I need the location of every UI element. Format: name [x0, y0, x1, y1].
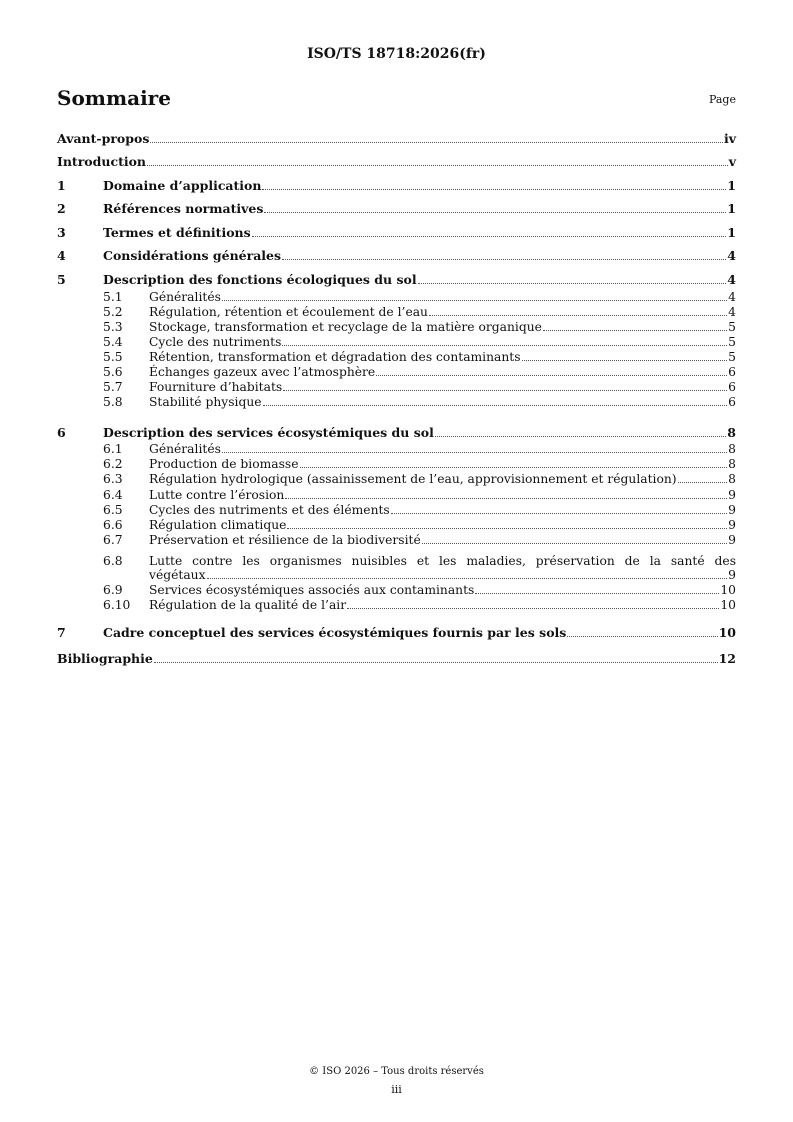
toc-entry-number: 6.9 — [103, 583, 123, 597]
toc-entry-page: 12 — [718, 651, 736, 666]
toc-entry-number: 5.6 — [103, 365, 123, 379]
toc-entry[interactable] — [57, 395, 736, 409]
leader-dots — [252, 235, 727, 237]
leader-dots — [429, 314, 727, 316]
toc-entry[interactable] — [57, 598, 736, 612]
toc-entry-number: 5.1 — [103, 290, 123, 304]
toc-entry-label: Régulation climatique — [149, 518, 287, 532]
toc-entry-page: 9 — [728, 488, 736, 502]
toc-entry-page: 5 — [728, 335, 736, 349]
toc-entry-number: 7 — [57, 625, 66, 640]
toc-entry[interactable] — [57, 625, 736, 640]
toc-entry-label: Généralités — [149, 290, 221, 304]
toc-entry-page: 9 — [728, 568, 736, 582]
toc-entry[interactable] — [57, 290, 736, 304]
toc-entry-number: 6.6 — [103, 518, 123, 532]
toc-entry-number: 6 — [57, 425, 66, 440]
toc-entry-page: v — [728, 154, 736, 169]
toc-entry-page: 6 — [728, 395, 736, 409]
toc-entry[interactable] — [57, 320, 736, 334]
toc-entry[interactable] — [57, 533, 736, 547]
toc-entry[interactable] — [57, 335, 736, 349]
toc-entry-page: 1 — [727, 225, 736, 240]
title-row — [57, 86, 736, 112]
leader-dots — [422, 542, 727, 544]
toc-entry-label: Cycles des nutriments et des éléments — [149, 503, 390, 517]
toc-entry[interactable] — [57, 554, 736, 582]
toc-entry-number: 6.7 — [103, 533, 123, 547]
toc-entry-label: Bibliographie — [57, 651, 153, 666]
toc-entry-page: 6 — [728, 380, 736, 394]
toc-entry[interactable] — [57, 457, 736, 471]
toc-entry[interactable] — [57, 583, 736, 597]
toc-entry-label: Cycle des nutriments — [149, 335, 282, 349]
toc-entry-label: Régulation hydrologique (assainissement de l’eau, approvisionnement et régulation) — [149, 472, 677, 486]
toc-entry-label: Services écosystémiques associés aux contaminants — [149, 583, 475, 597]
leader-dots — [154, 661, 718, 663]
toc-entry-number: 6.10 — [103, 598, 131, 612]
leader-dots — [147, 164, 728, 166]
toc-entry-label: Domaine d’application — [103, 178, 262, 193]
toc-entry-number: 6.4 — [103, 488, 123, 502]
leader-dots — [376, 374, 727, 376]
leader-dots — [347, 607, 719, 609]
leader-dots — [207, 577, 728, 579]
page-title: Sommaire — [57, 86, 171, 110]
toc-entry-page: 8 — [727, 425, 736, 440]
toc-entry-page: 4 — [728, 290, 736, 304]
toc-entry-label: Fourniture d’habitats — [149, 380, 283, 394]
leader-dots — [283, 389, 727, 391]
toc-entry-label: Régulation de la qualité de l’air — [149, 598, 347, 612]
toc-entry-label: Production de biomasse — [149, 457, 299, 471]
copyright-notice: © ISO 2026 – Tous droits réservés — [309, 1066, 484, 1077]
toc-entry-label: Introduction — [57, 154, 147, 169]
toc-entry-number: 5.7 — [103, 380, 123, 394]
toc-entry-page: 9 — [728, 533, 736, 547]
toc-entry[interactable] — [57, 131, 736, 146]
toc-entry[interactable] — [57, 503, 736, 517]
toc-entry-page: 8 — [728, 472, 736, 486]
toc-entry[interactable] — [57, 305, 736, 319]
toc-entry[interactable] — [57, 651, 736, 666]
leader-dots — [287, 527, 727, 529]
toc-entry-number: 5 — [57, 272, 66, 287]
toc-entry[interactable] — [57, 365, 736, 379]
leader-dots — [282, 344, 727, 346]
toc-entry-label: Avant-propos — [57, 131, 150, 146]
toc-entry[interactable] — [57, 472, 736, 486]
toc-entry-number: 5.3 — [103, 320, 123, 334]
toc-entry-page: 4 — [727, 272, 736, 287]
toc-entry-label: Échanges gazeux avec l’atmosphère — [149, 365, 376, 379]
toc-entry-label: Stabilité physique — [149, 395, 262, 409]
toc-entry-label: Description des fonctions écologiques du sol — [103, 272, 417, 287]
toc-entry[interactable] — [57, 178, 736, 193]
toc-entry-label: Description des services écosystémiques du sol — [103, 425, 434, 440]
toc-entry-page: 5 — [728, 350, 736, 364]
leader-dots — [435, 435, 726, 437]
toc-entry-number: 6.1 — [103, 442, 123, 456]
toc-entry-number: 5.4 — [103, 335, 123, 349]
toc-entry-label: Références normatives — [103, 201, 264, 216]
toc-entry-label: Termes et définitions — [103, 225, 251, 240]
toc-entry-page: 9 — [728, 518, 736, 532]
toc-entry-number: 1 — [57, 178, 66, 193]
toc-entry-label: Considérations générales — [103, 248, 282, 263]
leader-dots — [678, 481, 728, 483]
toc-entry[interactable] — [57, 350, 736, 364]
toc-entry-number: 6.2 — [103, 457, 123, 471]
leader-dots — [263, 404, 728, 406]
leader-dots — [391, 512, 727, 514]
leader-dots — [282, 258, 726, 260]
leader-dots — [475, 592, 719, 594]
toc-entry-page: 1 — [727, 178, 736, 193]
toc-entry-number: 6.3 — [103, 472, 123, 486]
toc-entry-number: 2 — [57, 201, 66, 216]
leader-dots — [262, 188, 726, 190]
toc-entry[interactable] — [57, 425, 736, 440]
toc-entry-page: 5 — [728, 320, 736, 334]
toc-entry-label: Rétention, transformation et dégradation des contaminants — [149, 350, 521, 364]
toc-entry-page: 9 — [728, 503, 736, 517]
leader-dots — [522, 359, 728, 361]
toc-entry-page: 1 — [727, 201, 736, 216]
toc-entry-label: Lutte contre les organismes nuisibles et les maladies, préservation de la santé des — [149, 554, 736, 568]
toc-entry-label: Lutte contre l’érosion — [149, 488, 285, 502]
toc-entry-page: 4 — [727, 248, 736, 263]
toc-entry[interactable] — [57, 488, 736, 502]
toc-entry-number: 5.8 — [103, 395, 123, 409]
leader-dots — [567, 635, 717, 637]
document-header: ISO/TS 18718:2026(fr) — [307, 46, 486, 62]
toc-entry[interactable] — [57, 272, 736, 287]
toc-entry[interactable] — [57, 225, 736, 240]
page-number: iii — [391, 1083, 402, 1096]
toc-entry-number: 5.2 — [103, 305, 123, 319]
toc-entry-label-continuation: végétaux — [149, 568, 206, 582]
toc-entry-page: 10 — [720, 598, 736, 612]
toc-entry-page: 8 — [728, 442, 736, 456]
toc-entry[interactable] — [57, 518, 736, 532]
toc-entry[interactable] — [57, 154, 736, 169]
toc-entry[interactable] — [57, 380, 736, 394]
toc-entry-number: 3 — [57, 225, 66, 240]
toc-entry-page: 6 — [728, 365, 736, 379]
toc-entry-page: 10 — [718, 625, 736, 640]
leader-dots — [543, 329, 727, 331]
leader-dots — [300, 466, 728, 468]
toc-entry-label: Généralités — [149, 442, 221, 456]
leader-dots — [285, 497, 727, 499]
toc-entry-label: Cadre conceptuel des services écosystémiques fournis par les sols — [103, 625, 567, 640]
toc-entry-number: 4 — [57, 248, 66, 263]
leader-dots — [222, 451, 727, 453]
toc-entry[interactable] — [57, 442, 736, 456]
toc-entry-page: 10 — [720, 583, 736, 597]
toc-entry-number: 5.5 — [103, 350, 123, 364]
page-column-label: Page — [708, 93, 736, 106]
toc-entry[interactable] — [57, 201, 736, 216]
toc-entry-label: Préservation et résilience de la biodiversité — [149, 533, 421, 547]
toc-entry-label: Stockage, transformation et recyclage de la matière organique — [149, 320, 542, 334]
toc-entry-number: 6.8 — [103, 554, 123, 568]
leader-dots — [264, 211, 726, 213]
toc-entry-number: 6.5 — [103, 503, 123, 517]
leader-dots — [418, 282, 727, 284]
leader-dots — [222, 299, 727, 301]
toc-entry-label: Régulation, rétention et écoulement de l’eau — [149, 305, 428, 319]
toc-entry-page: 8 — [728, 457, 736, 471]
toc-entry-page: iv — [723, 131, 736, 146]
toc-entry[interactable] — [57, 248, 736, 263]
toc-entry-page: 4 — [728, 305, 736, 319]
leader-dots — [150, 141, 723, 143]
